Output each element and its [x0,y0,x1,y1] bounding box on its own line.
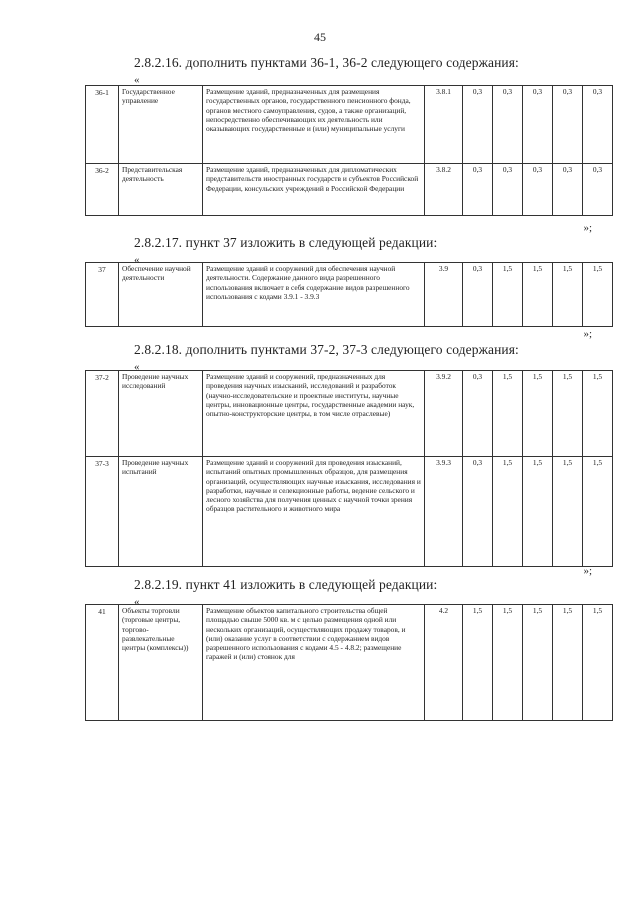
row-value: 0,3 [553,86,583,164]
row-name: Объекты торговли (торговые центры, торгово-развлекательные центры (комплексы)) [119,605,203,721]
row-value: 0,3 [583,86,613,164]
table-row [86,457,613,567]
row-value: 0,3 [463,457,493,567]
row-value: 0,3 [523,86,553,164]
row-code: 3.9 [425,263,463,327]
row-value: 1,5 [583,605,613,721]
row-name: Государственное управление [119,86,203,164]
page-number: 45 [314,30,326,44]
row-value: 0,3 [493,164,523,216]
regulation-table [85,370,613,567]
row-name: Проведение научных исследований [119,371,203,457]
row-value: 1,5 [553,371,583,457]
row-description: Размещение зданий, предназначенных для размещения государственных органов, государственного пенсионного фонда, органов местного самоуправления, судов, а также организаций, непосредственно обеспечивающих их деятельность или оказывающих государственные и (или) муниципальные услуги [203,86,425,164]
row-number: 41 [86,605,119,721]
row-description: Размещение зданий, предназначенных для дипломатических представительств иностранных государств и субъектов Российской Федерации, консульских учреждений в Российской Федерации [203,164,425,216]
regulation-table [85,262,613,327]
row-number: 37 [86,263,119,327]
regulation-table [85,604,613,721]
row-value: 0,3 [553,164,583,216]
row-name: Обеспечение научной деятельности [119,263,203,327]
close-quote: »; [583,222,592,234]
row-value: 1,5 [523,605,553,721]
row-number: 37-2 [86,371,119,457]
row-value: 1,5 [583,457,613,567]
row-value: 1,5 [493,371,523,457]
row-value: 0,3 [463,86,493,164]
open-quote: « [134,361,140,373]
open-quote: « [134,254,140,266]
row-value: 1,5 [553,605,583,721]
row-value: 0,3 [463,371,493,457]
table-row [86,86,613,164]
row-value: 1,5 [553,457,583,567]
row-value: 1,5 [493,457,523,567]
open-quote: « [134,596,140,608]
table-row [86,164,613,216]
row-value: 0,3 [493,86,523,164]
table-row [86,371,613,457]
row-value: 1,5 [523,263,553,327]
section-heading: 2.8.2.19. пункт 41 изложить в следующей редакции: [134,577,438,592]
close-quote: »; [583,328,592,340]
row-code: 4.2 [425,605,463,721]
row-value: 0,3 [463,263,493,327]
row-number: 36-2 [86,164,119,216]
row-value: 1,5 [583,263,613,327]
row-value: 0,3 [523,164,553,216]
row-code: 3.8.2 [425,164,463,216]
row-value: 1,5 [463,605,493,721]
row-description: Размещение зданий и сооружений для проведения изысканий, испытаний опытных промышленных образцов, для размещения организаций, осуществляющих научные изыскания, исследования и разработки, научные и селекционные работы, ведение сельского и лесного хозяйства для получения ценных с научной точки зрения образцов растительного и животного мира [203,457,425,567]
section-heading: 2.8.2.17. пункт 37 изложить в следующей редакции: [134,235,438,250]
row-value: 1,5 [583,371,613,457]
row-code: 3.8.1 [425,86,463,164]
section-heading: 2.8.2.16. дополнить пунктами 36-1, 36-2 следующего содержания: [134,55,519,70]
row-value: 0,3 [583,164,613,216]
row-description: Размещение зданий и сооружений для обеспечения научной деятельности. Содержание данного вида разрешенного использования включает в себя содержание видов разрешенного использования с кодами 3.9.1 - 3.9.3 [203,263,425,327]
row-description: Размещение зданий и сооружений, предназначенных для проведения научных изысканий, исследований и разработок (научно-исследовательские и проектные институты, научные центры, инновационные центры, государственные академии наук, опытно-конструкторские центры, в том числе отраслевые) [203,371,425,457]
row-value: 0,3 [463,164,493,216]
row-name: Проведение научных испытаний [119,457,203,567]
regulation-table [85,85,613,216]
close-quote: »; [583,565,592,577]
row-number: 36-1 [86,86,119,164]
row-value: 1,5 [553,263,583,327]
row-value: 1,5 [523,371,553,457]
section-heading: 2.8.2.18. дополнить пунктами 37-2, 37-3 следующего содержания: [134,342,519,357]
row-value: 1,5 [523,457,553,567]
row-value: 1,5 [493,605,523,721]
open-quote: « [134,74,140,86]
row-number: 37-3 [86,457,119,567]
row-code: 3.9.2 [425,371,463,457]
row-code: 3.9.3 [425,457,463,567]
table-row [86,263,613,327]
row-name: Представительская деятельность [119,164,203,216]
table-row [86,605,613,721]
row-value: 1,5 [493,263,523,327]
row-description: Размещение объектов капитального строительства общей площадью свыше 5000 кв. м с целью размещения одной или нескольких организаций, осуществляющих продажу товаров, и (или) оказание услуг в соответствии с содержанием видов разрешенного использования с кодами 4.5 - 4.8.2; размещение гаражей и (или) стоянок для [203,605,425,721]
